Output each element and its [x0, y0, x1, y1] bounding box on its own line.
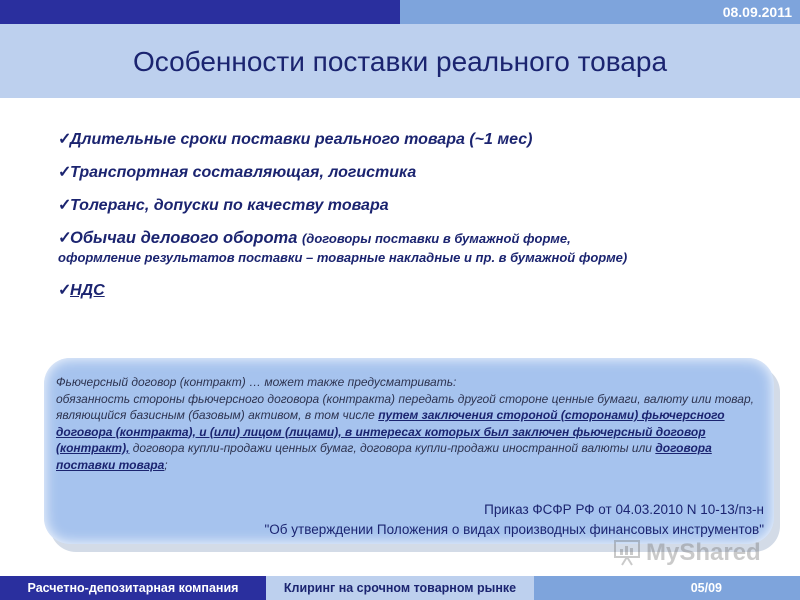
watermark-logo: [612, 537, 762, 569]
bullet-item: [58, 196, 778, 215]
bullet-text: Обычаи делового оборота: [70, 229, 298, 247]
checkmark-icon: ✓: [58, 282, 72, 299]
checkmark-icon: ✓: [58, 164, 72, 181]
footer-page: [534, 576, 800, 600]
bullet-list: [58, 130, 778, 314]
bullet-text: НДС: [70, 282, 105, 299]
quote-intro: Фьючерсный договор (контракт) … может также предусматривать:: [56, 375, 457, 389]
bullet-item: [58, 281, 778, 300]
top-bar-right: [400, 0, 800, 24]
checkmark-icon: ✓: [58, 197, 72, 214]
checkmark-icon: ✓: [58, 229, 72, 247]
bullet-text: Транспортная составляющая, логистика: [70, 164, 417, 181]
footer-company: Расчетно-депозитарная компания: [0, 576, 266, 600]
bullet-item: [58, 163, 778, 182]
footer-topic: Клиринг на срочном товарном рынке: [266, 576, 534, 600]
slide-title: Особенности поставки реального товара: [132, 46, 668, 77]
top-bar-left: [0, 0, 400, 24]
quote-source: Приказ ФСФР РФ от 04.03.2010 N 10-13/пз-н: [484, 502, 764, 517]
quote-part: договора купли-продажи ценных бумаг, договора купли-продажи иностранной валюты или: [129, 441, 656, 455]
bullet-text: Длительные сроки поставки реального товара (~1 мес): [70, 131, 533, 148]
bullet-note: оформление результатов поставки – товарные накладные и пр. в бумажной форме): [58, 250, 628, 265]
bullet-note: (договоры поставки в бумажной форме,: [301, 231, 571, 246]
checkmark-icon: ✓: [58, 131, 72, 148]
bullet-text: Толеранс, допуски по качеству товара: [70, 197, 389, 214]
footer: [0, 576, 800, 600]
quote-part: ;: [164, 457, 168, 472]
bullet-item: [58, 130, 778, 149]
quote-box: [44, 358, 774, 544]
slide-date: 08.09.2011: [722, 4, 792, 20]
watermark-text: MyShared: [646, 539, 761, 566]
page-number: 05/09: [690, 581, 722, 595]
presentation-icon: [612, 537, 642, 567]
quote-source-title: "Об утверждении Положения о видах производных финансовых инструментов": [264, 522, 764, 537]
quote-text: [56, 374, 756, 473]
quote-part: обязанность стороны фьючерсного договора (контракта) передать другой стороне ценные бумаги, валюту или товар, являющийся базисным (базовым) активом, в том числе: [56, 391, 754, 422]
bullet-item: [58, 229, 778, 267]
quote-underlined: путем заключения стороной (сторонами) фьючерсного договора (контракта), и (или) лицом (лицами), в интересах которых был заключен фьючерсный договор (контракт),: [56, 408, 725, 455]
quote-underlined: договора поставки товара: [56, 441, 712, 472]
